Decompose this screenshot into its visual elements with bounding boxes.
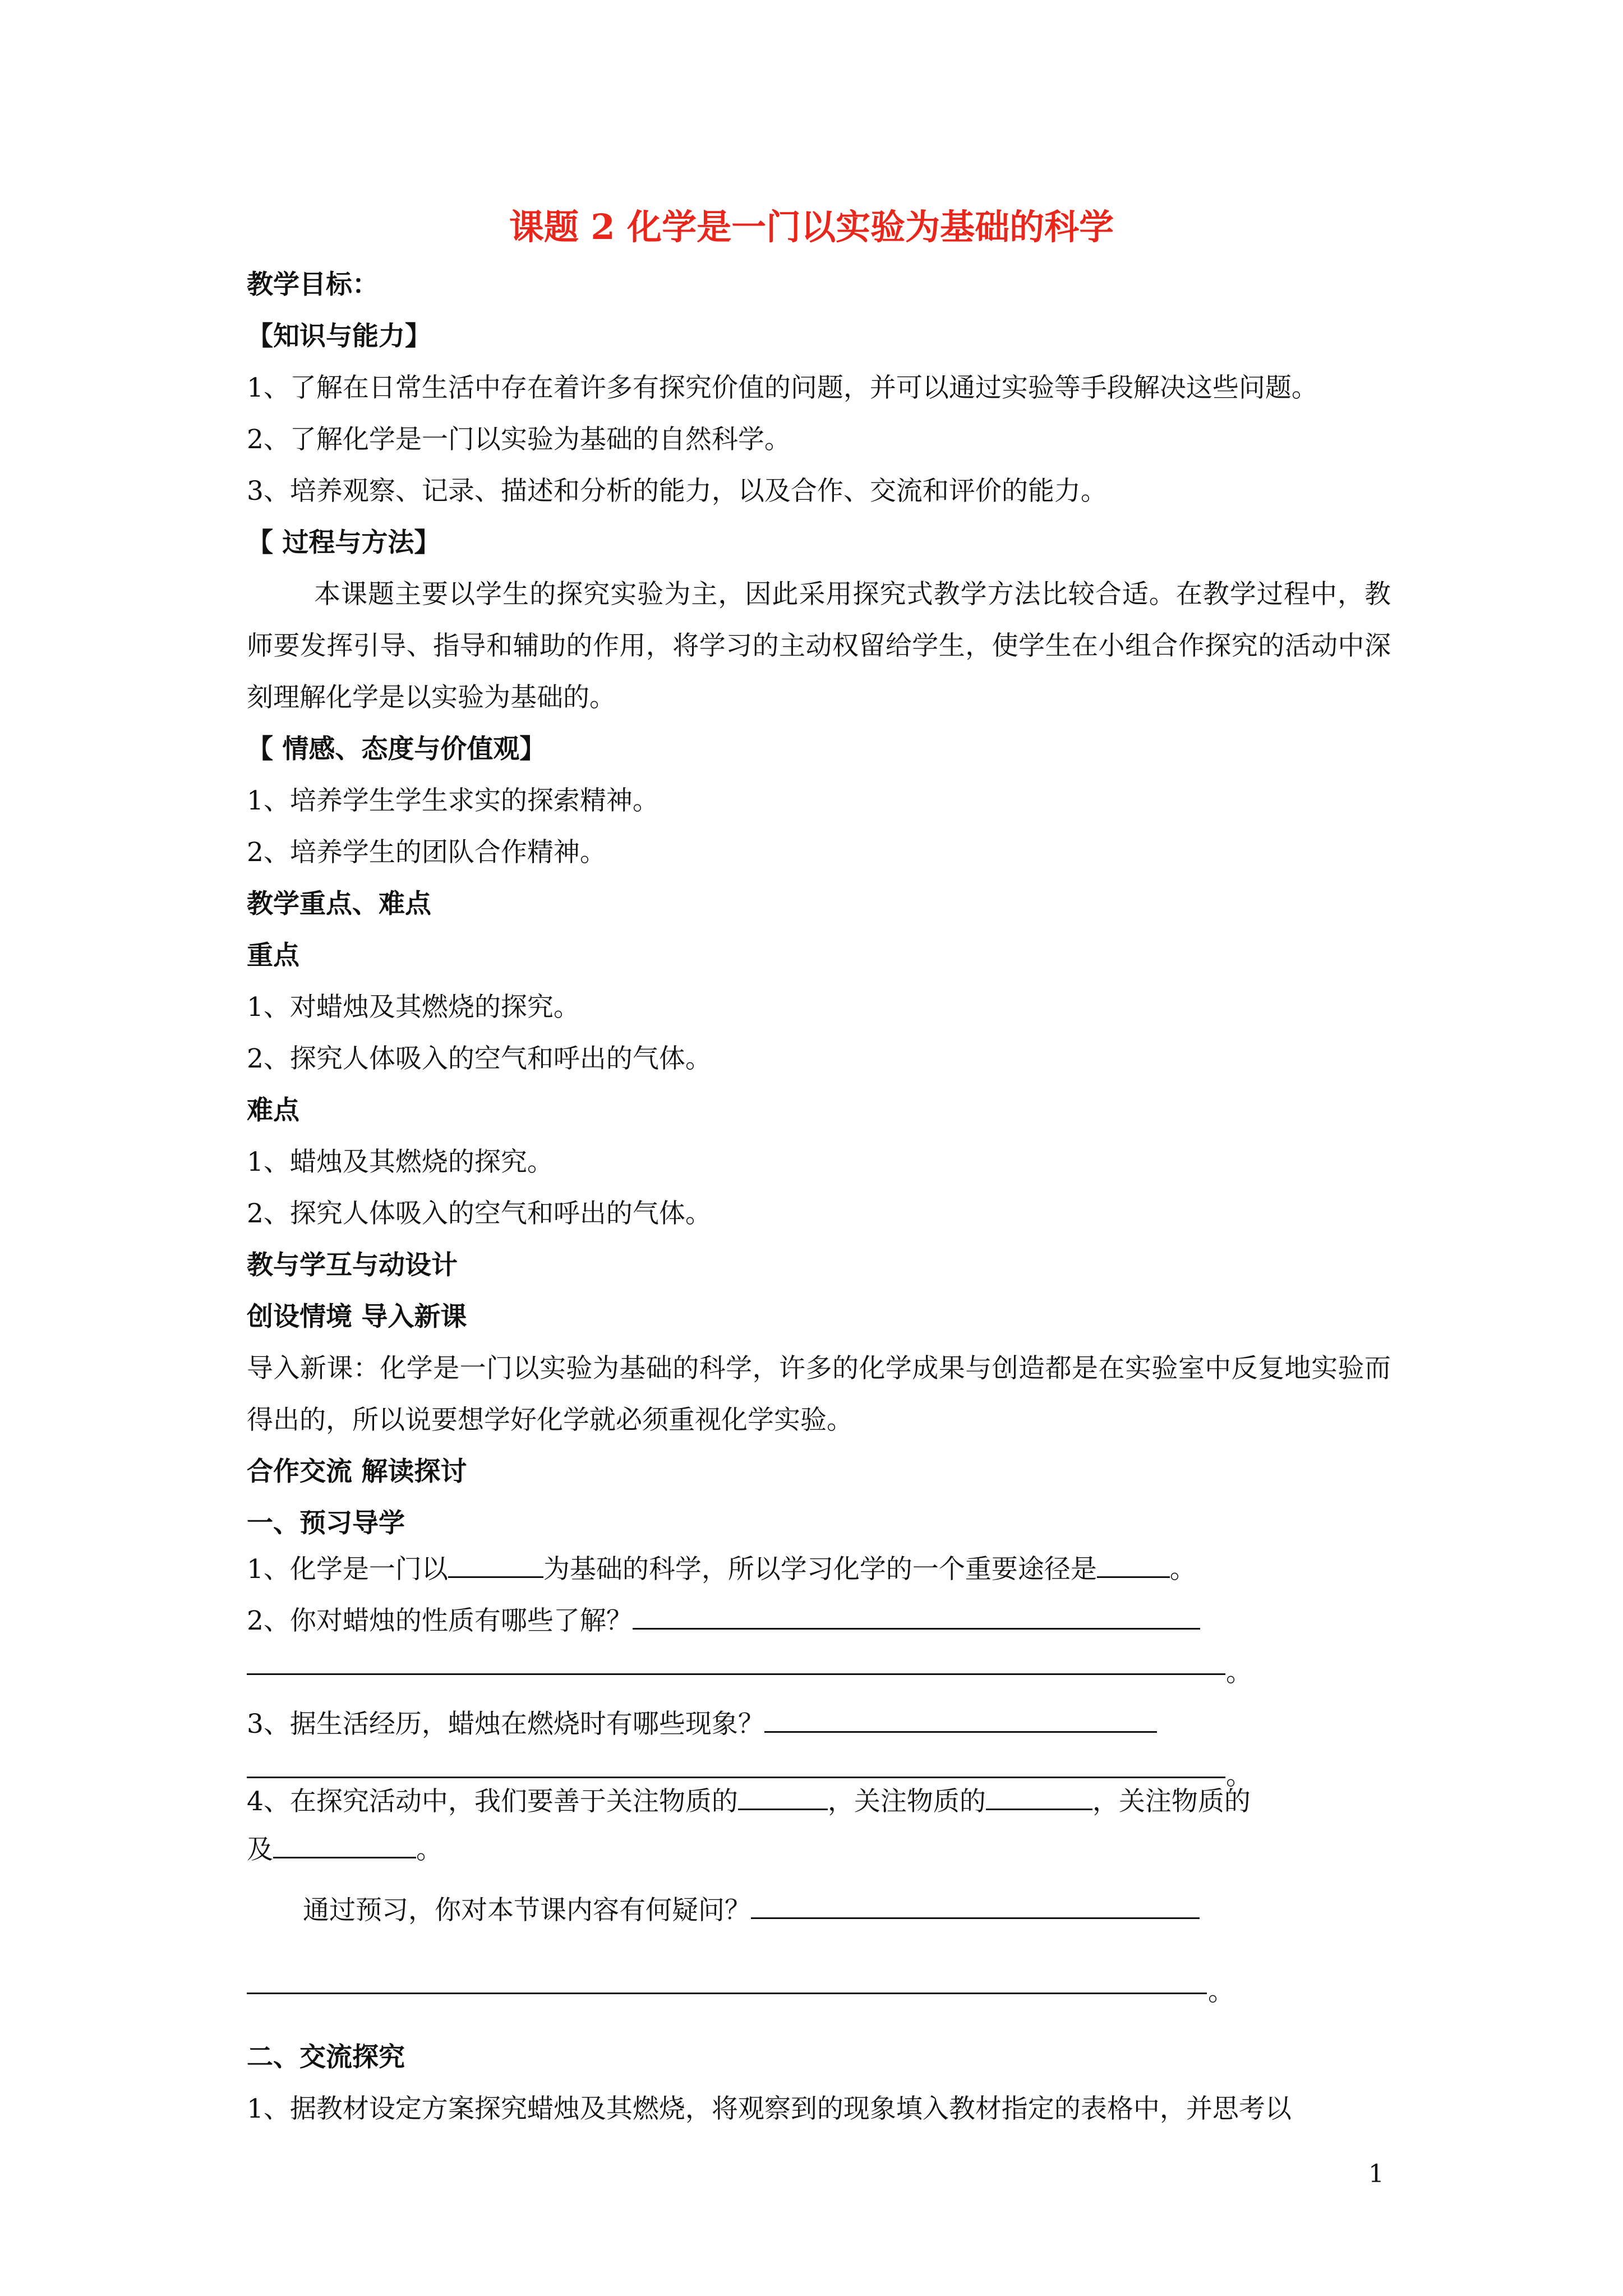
design-heading: 教与学互与动设计 [247, 1250, 458, 1281]
emotion-item-2: 2、培养学生的团队合作精神。 [247, 837, 606, 868]
q2-period: 。 [1226, 1657, 1252, 1688]
page-number: 1 [1368, 2160, 1384, 2188]
q4-blank-2[interactable] [986, 1778, 1092, 1810]
q4-text-a: 4、在探究活动中，我们要善于关注物质的 [247, 1786, 738, 1817]
q3-text: 3、据生活经历，蜡烛在燃烧时有哪些现象？ [247, 1709, 764, 1740]
coop-heading: 合作交流 解读探讨 [247, 1456, 467, 1487]
q2-blank-1[interactable] [633, 1597, 1200, 1630]
q5-period: 。 [1208, 1976, 1234, 2007]
preview-question-4-cont [247, 1824, 1391, 1876]
preview-question-3 [247, 1699, 1391, 1750]
q5-blank-2[interactable] [247, 1993, 1207, 1994]
q1-end: 。 [1169, 1554, 1196, 1585]
q4-blank-1[interactable] [738, 1778, 828, 1810]
q3-blank-1[interactable] [764, 1700, 1157, 1733]
q1-text-b: 为基础的科学，所以学习化学的一个重要途径是 [543, 1554, 1097, 1585]
preview-question-5 [247, 1885, 1391, 1936]
exchange-item-1: 1、据教材设定方案探究蜡烛及其燃烧，将观察到的现象填入教材指定的表格中，并思考以 [247, 2093, 1292, 2124]
scenario-heading: 创设情境 导入新课 [247, 1301, 467, 1332]
focus-heading: 重点 [247, 940, 299, 971]
goals-heading: 教学目标： [247, 269, 379, 300]
preview-question-4 [247, 1776, 1391, 1828]
knowledge-item-1: 1、了解在日常生活中存在着许多有探究价值的问题，并可以通过实验等手段解决这些问题。 [247, 372, 1318, 403]
process-paragraph: 本课题主要以学生的探究实验为主，因此采用探究式教学方法比较合适。在教学过程中，教师要发挥引导、指导和辅助的作用，将学习的主动权留给学生，使学生在小组合作探究的活动中深刻理解化学是以实验为基础的。 [247, 579, 1391, 713]
preview-question-2 [247, 1595, 1391, 1647]
process-heading: 【 过程与方法】 [247, 527, 441, 558]
q1-blank-2[interactable] [1097, 1545, 1170, 1578]
focus-item-1: 1、对蜡烛及其燃烧的探究。 [247, 992, 580, 1023]
q4-blank-3[interactable] [273, 1826, 416, 1858]
q4-text-b: ，关注物质的 [827, 1786, 986, 1817]
knowledge-item-2: 2、了解化学是一门以实验为基础的自然科学。 [247, 424, 791, 455]
knowledge-item-3: 3、培养观察、记录、描述和分析的能力，以及合作、交流和评价的能力。 [247, 476, 1107, 507]
difficulty-item-1: 1、蜡烛及其燃烧的探究。 [247, 1147, 554, 1177]
q1-blank-1[interactable] [448, 1545, 543, 1578]
focus-item-2: 2、探究人体吸入的空气和呼出的气体。 [247, 1043, 712, 1074]
emotion-item-1: 1、培养学生学生求实的探索精神。 [247, 785, 659, 816]
exchange-heading: 二、交流探究 [247, 2042, 405, 2073]
difficulty-heading: 难点 [247, 1095, 299, 1126]
q3-period: 。 [1226, 1760, 1252, 1791]
preview-heading: 一、预习导学 [247, 1508, 405, 1539]
q4-end: 。 [416, 1834, 442, 1865]
q5-text: 通过预习，你对本节课内容有何疑问？ [303, 1895, 751, 1926]
difficulty-item-2: 2、探究人体吸入的空气和呼出的气体。 [247, 1198, 712, 1229]
q1-text-a: 1、化学是一门以 [247, 1554, 448, 1585]
preview-question-1 [247, 1544, 1391, 1595]
q5-blank-1[interactable] [751, 1887, 1200, 1919]
emotion-heading: 【 情感、态度与价值观】 [247, 734, 546, 765]
page-title: 课题 2 化学是一门以实验为基础的科学 [509, 206, 1114, 247]
q2-blank-2[interactable] [247, 1673, 1225, 1675]
q4-text-d: 及 [247, 1834, 273, 1865]
q2-text: 2、你对蜡烛的性质有哪些了解？ [247, 1605, 633, 1636]
intro-paragraph: 导入新课：化学是一门以实验为基础的科学，许多的化学成果与创造都是在实验室中反复地实验而得出的，所以说要想学好化学就必须重视化学实验。 [247, 1353, 1391, 1435]
q4-text-c: ，关注物质的 [1092, 1786, 1251, 1817]
key-points-heading: 教学重点、难点 [247, 889, 431, 919]
knowledge-heading: 【知识与能力】 [247, 321, 431, 352]
